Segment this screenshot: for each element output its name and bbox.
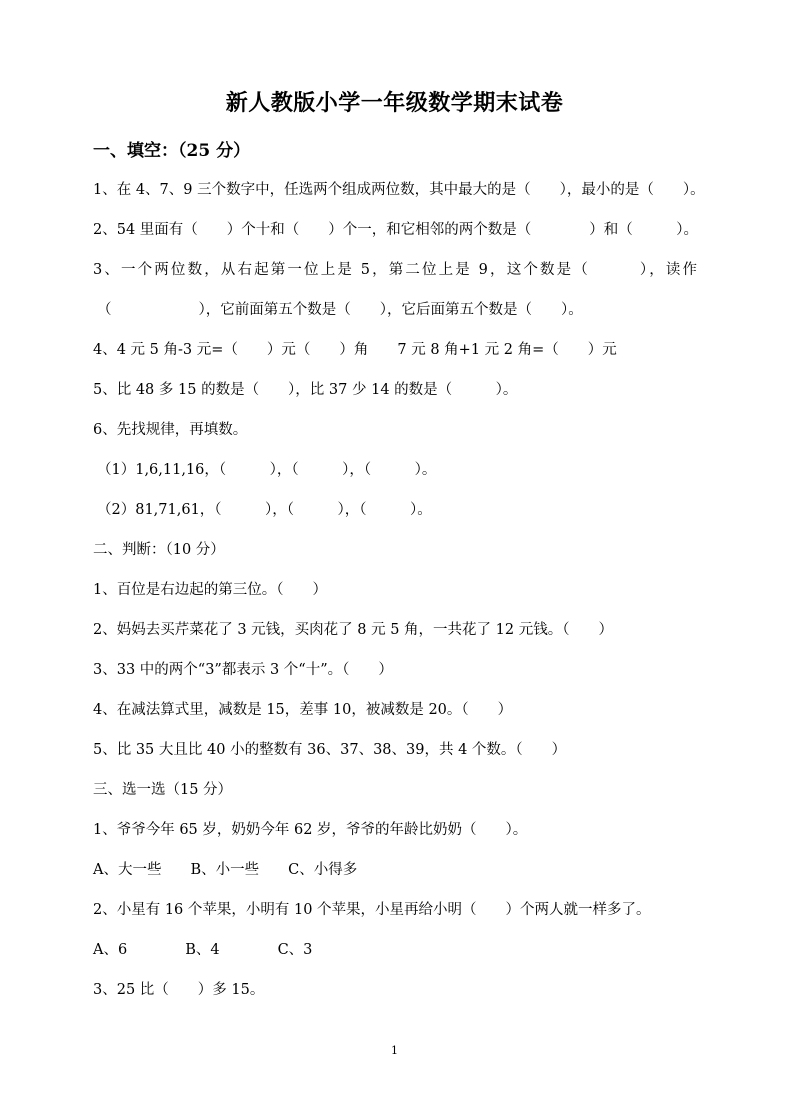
true-false-question-3: 3、33 中的两个“3”都表示 3 个“十”。（ ） <box>93 662 393 678</box>
fill-in-question-1: 1、在 4、7、9 三个数字中，任选两个组成两位数，其中最大的是（ ），最小的是（ ）。 <box>93 182 705 198</box>
section-heading-multiple-choice: 三、选一选（15 分） <box>93 782 233 798</box>
choice-question-1: 1、爷爷今年 65 岁，奶奶今年 62 岁，爷爷的年龄比奶奶（ ）。 <box>93 822 528 838</box>
true-false-question-1: 1、百位是右边起的第三位。（ ） <box>93 582 327 598</box>
fill-in-question-6-part-2: （2）81,71,61，（ ），（ ），（ ）。 <box>97 502 432 518</box>
true-false-question-2: 2、妈妈去买芹菜花了 3 元钱，买肉花了 8 元 5 角，一共花了 12 元钱。（ ） <box>93 622 613 638</box>
page-title: 新人教版小学一年级数学期末试卷 <box>225 90 564 116</box>
fill-in-question-3-line-2: （ ），它前面第五个数是（ ），它后面第五个数是（ ）。 <box>97 302 583 318</box>
choice-question-2-options: A、6 B、4 C、3 <box>93 942 313 958</box>
fill-in-question-6-part-1: （1）1,6,11,16，（ ），（ ），（ ）。 <box>97 462 437 478</box>
choice-question-3: 3、25 比（ ）多 15。 <box>93 982 265 998</box>
choice-question-2: 2、小星有 16 个苹果，小明有 10 个苹果，小星再给小明（ ）个两人就一样多了。 <box>93 902 651 918</box>
fill-in-question-3-line-1: 3、一个两位数，从右起第一位上是 5，第二位上是 9，这个数是（ ），读作 <box>93 262 697 278</box>
fill-in-question-5: 5、比 48 多 15 的数是（ ），比 37 少 14 的数是（ ）。 <box>93 382 518 398</box>
section-heading-fill-in: 一、填空：（25 分） <box>93 141 251 161</box>
true-false-question-5: 5、比 35 大且比 40 小的整数有 36、37、38、39，共 4 个数。（ ） <box>93 742 567 758</box>
fill-in-question-6: 6、先找规律，再填数。 <box>93 422 248 438</box>
section-heading-true-false: 二、判断：（10 分） <box>93 542 225 558</box>
true-false-question-4: 4、在减法算式里，减数是 15，差事 10，被减数是 20。（ ） <box>93 702 513 718</box>
fill-in-question-2: 2、54 里面有（ ）个十和（ ）个一，和它相邻的两个数是（ ）和（ ）。 <box>93 222 699 238</box>
choice-question-1-options: A、大一些 B、小一些 C、小得多 <box>93 862 358 878</box>
page-number: 1 <box>391 1044 398 1057</box>
fill-in-question-4: 4、4 元 5 角-3 元=（ ）元（ ）角 7 元 8 角+1 元 2 角=（ ）元 <box>93 342 617 358</box>
